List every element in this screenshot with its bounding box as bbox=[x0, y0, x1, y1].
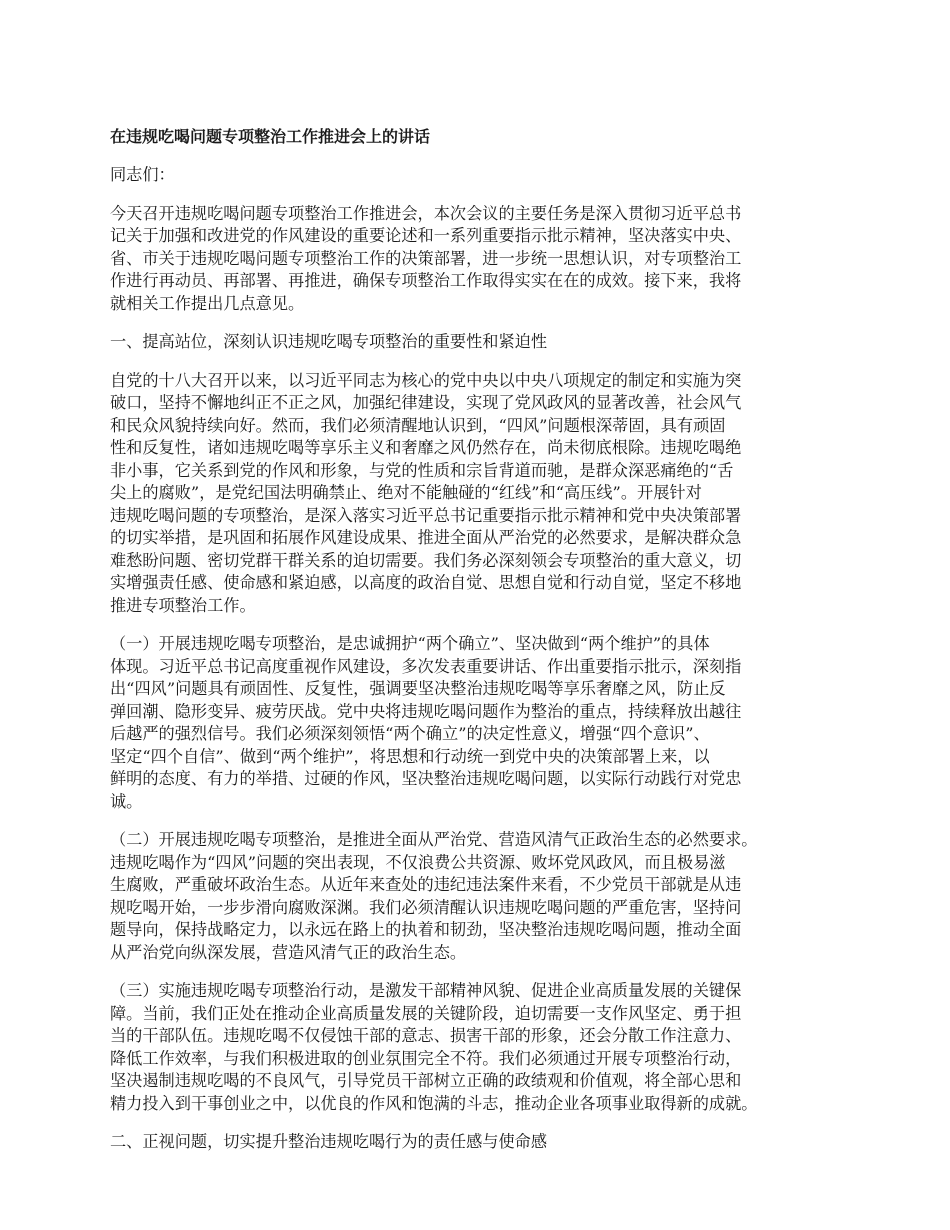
text-line: 尖上的腐败”，是党纪国法明确禁止、绝对不能触碰的“红线”和“高压线”。开展针对 bbox=[110, 483, 702, 502]
text-line: 和民众风貌持续向好。然而，我们必须清醒地认识到，“四风”问题根深蒂固，具有顽固 bbox=[110, 415, 726, 435]
text-line: 题导向，保持战略定力，以永远在路上的执着和韧劲，坚决整治违规吃喝问题，推动全面 bbox=[110, 920, 742, 939]
document-title: 在违规吃喝问题专项整治工作推进会上的讲话 bbox=[110, 127, 431, 146]
subsection-3-paragraph bbox=[110, 980, 850, 1115]
text-line: 实增强责任感、使命感和紧迫感，以高度的政治自觉、思想自觉和行动自觉，坚定不移地 bbox=[110, 573, 742, 592]
text-line: （三）实施违规吃喝专项整治行动，是激发干部精神风貌、促进企业高质量发展的关键保 bbox=[110, 981, 742, 1000]
text-line: 作进行再动员、再部署、再推进，确保专项整治工作取得实实在在的成效。接下来，我将 bbox=[110, 271, 742, 290]
section-1-heading: 一、提高站位，深刻认识违规吃喝专项整治的重要性和紧迫性 bbox=[110, 332, 548, 351]
text-line: 违规吃喝问题的专项整治，是深入落实习近平总书记重要指示批示精神和党中央决策部署 bbox=[110, 505, 742, 525]
text-line: 当的干部队伍。违规吃喝不仅侵蚀干部的意志、损害干部的形象，还会分散工作注意力、 bbox=[110, 1026, 742, 1045]
text-line: 推进专项整治工作。 bbox=[110, 595, 256, 615]
text-line: 鲜明的态度、有力的举措、过硬的作风，坚决整治违规吃喝问题，以实际行动践行对党忠 bbox=[110, 769, 742, 788]
document-page bbox=[110, 126, 850, 1170]
text-line: 体现。习近平总书记高度重视作风建设，多次发表重要讲话、作出重要指示批示，深刻指 bbox=[110, 656, 742, 676]
text-line: 降低工作效率，与我们积极进取的创业氛围完全不符。我们必须通过开展专项整治行动， bbox=[110, 1048, 742, 1068]
text-line: 记关于加强和改进党的作风建设的重要论述和一系列重要指示批示精神，坚决落实中央、 bbox=[110, 226, 742, 245]
text-line: 障。当前，我们正处在推动企业高质量发展的关键阶段，迫切需要一支作风坚定、勇于担 bbox=[110, 1003, 742, 1023]
text-line: 出“四风”问题具有顽固性、反复性，强调要坚决整治违规吃喝等享乐奢靡之风，防止反 bbox=[110, 679, 726, 698]
salutation: 同志们： bbox=[110, 165, 175, 184]
text-line: 后越严的强烈信号。我们必须深刻领悟“两个确立”的决定性意义，增强“四个意识”、 bbox=[110, 724, 710, 743]
text-line: 诚。 bbox=[110, 791, 143, 811]
section-1-paragraph bbox=[110, 370, 850, 618]
text-line: 违规吃喝作为“四风”问题的突出表现，不仅浪费公共资源、败坏党风政风，而且极易滋 bbox=[110, 852, 726, 872]
text-line: 坚定“四个自信”、做到“两个维护”，将思想和行动统一到党中央的决策部署上来，以 bbox=[110, 746, 710, 766]
text-line: 的切实举措，是巩固和拓展作风建设成果、推进全面从严治党的必然要求，是解决群众急 bbox=[110, 528, 742, 547]
text-line: 规吃喝开始，一步步滑向腐败深渊。我们必须清醒认识违规吃喝问题的严重危害，坚持问 bbox=[110, 897, 742, 917]
text-line: 非小事，它关系到党的作风和形象，与党的性质和宗旨背道而驰，是群众深恶痛绝的“舌 bbox=[110, 460, 734, 480]
subsection-2-paragraph bbox=[110, 829, 850, 964]
intro-paragraph bbox=[110, 203, 850, 316]
text-line: 弹回潮、隐形变异、疲劳厌战。党中央将违规吃喝问题作为整治的重点，持续释放出越往 bbox=[110, 701, 742, 721]
text-line: 性和反复性，诸如违规吃喝等享乐主义和奢靡之风仍然存在，尚未彻底根除。违规吃喝绝 bbox=[110, 438, 742, 457]
text-line: 精力投入到干事创业之中，以优良的作风和饱满的斗志，推动企业各项事业取得新的成就。 bbox=[110, 1093, 758, 1113]
text-line: 今天召开违规吃喝问题专项整治工作推进会，本次会议的主要任务是深入贯彻习近平总书 bbox=[110, 203, 742, 223]
text-line: 从严治党向纵深发展，营造风清气正的政治生态。 bbox=[110, 942, 467, 962]
text-line: 生腐败，严重破坏政治生态。从近年来查处的违纪违法案件来看，不少党员干部就是从违 bbox=[110, 875, 742, 894]
text-line: 坚决遏制违规吃喝的不良风气，引导党员干部树立正确的政绩观和价值观，将全部心思和 bbox=[110, 1071, 742, 1090]
text-line: 自党的十八大召开以来，以习近平同志为核心的党中央以中央八项规定的制定和实施为突 bbox=[110, 370, 742, 390]
text-line: 就相关工作提出几点意见。 bbox=[110, 293, 305, 313]
text-line: 难愁盼问题、密切党群干群关系的迫切需要。我们务必深刻领会专项整治的重大意义，切 bbox=[110, 550, 742, 570]
section-2-heading: 二、正视问题，切实提升整治违规吃喝行为的责任感与使命感 bbox=[110, 1132, 548, 1151]
text-line: （二）开展违规吃喝专项整治，是推进全面从严治党、营造风清气正政治生态的必然要求。 bbox=[110, 830, 758, 849]
subsection-1-paragraph bbox=[110, 633, 850, 813]
text-line: （一）开展违规吃喝专项整治，是忠诚拥护“两个确立”、坚决做到“两个维护”的具体 bbox=[110, 634, 710, 653]
text-line: 破口，坚持不懈地纠正不正之风，加强纪律建设，实现了党风政风的显著改善，社会风气 bbox=[110, 393, 742, 412]
text-line: 省、市关于违规吃喝问题专项整治工作的决策部署，进一步统一思想认识，对专项整治工 bbox=[110, 248, 742, 268]
